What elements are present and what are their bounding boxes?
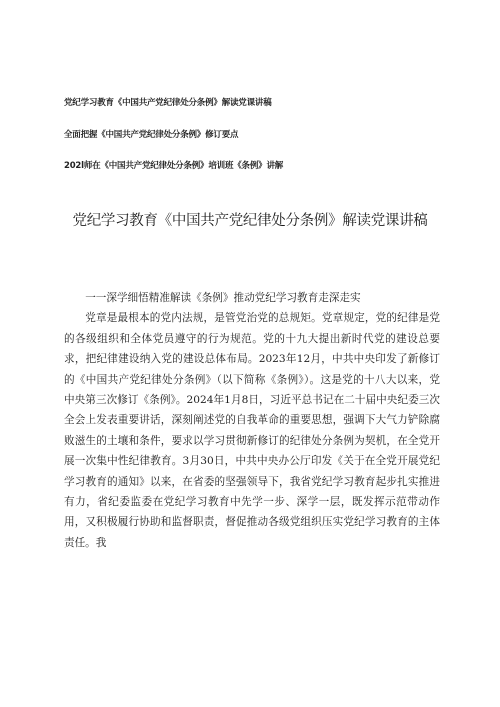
toc-item[interactable]: 202l师在《中国共产党纪律处分条例》培训班《条例》讲解 <box>64 161 284 171</box>
document-body <box>64 288 440 553</box>
table-of-contents <box>64 97 464 192</box>
body-paragraph: 党章是最根本的党内法规，是管党治党的总规矩。党章规定，党的纪律是党的各级组织和全体党员遵守的行为规范。党的十九大提出新时代党的建设总要求，把纪律建设纳入党的建设总体布局。2023年12月，中共中央印发了新修订的《中国共产党纪律处分条例》（以下简称《条例》）。这是党的十八大以来，党中央第三次修订《条例》。2024年1月8日，习近平总书记在二十届中央纪委三次全会上发表重要讲话，深刻阐述党的自我革命的重要思想，强调下大气力铲除腐败滋生的土壤和条件，要求以学习贯彻新修订的纪律处分条例为契机，在全党开展一次集中性纪律教育。3月30日，中共中央办公厅印发《关于在全党开展党纪学习教育的通知》以来，在省委的坚强领导下，我省党纪学习教育起步扎实推进有力，省纪委监委在党纪学习教育中先学一步、深学一层，既发挥示范带动作用，又积极履行协助和监督职责，督促推动各级党组织压实党纪学习教育的主体责任。我 <box>64 312 440 549</box>
toc-item[interactable]: 全面把握《中国共产党纪律处分条例》修订要点 <box>64 129 239 140</box>
section-subheading: 一一深学细悟精准解读《条例》推动党纪学习教育走深走实 <box>85 292 361 304</box>
toc-item[interactable]: 党纪学习教育《中国共产党纪律处分条例》解读党课讲稿 <box>64 98 272 108</box>
document-title: 党纪学习教育《中国共产党纪律处分条例》解读党课讲稿 <box>72 213 428 229</box>
